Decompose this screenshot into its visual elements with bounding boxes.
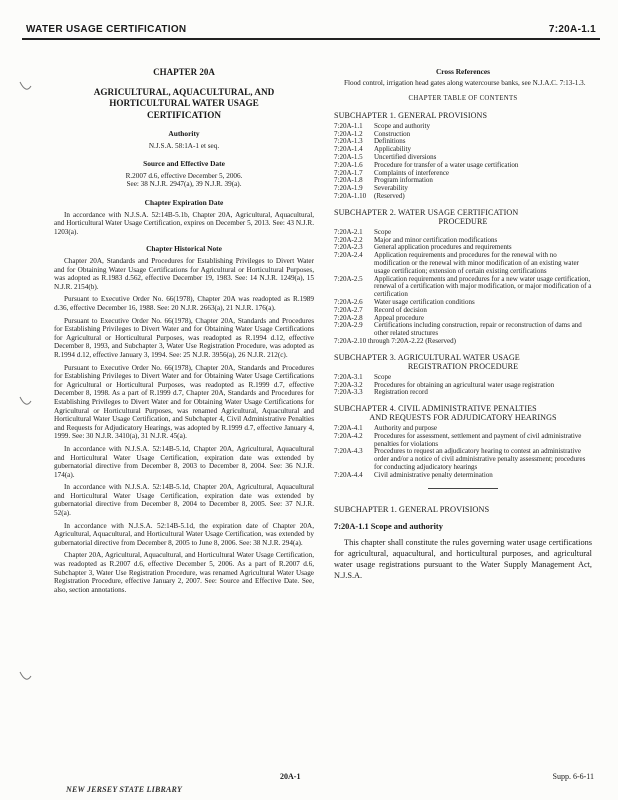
toc-entry [334,252,592,275]
history-heading: Chapter Historical Note [146,244,222,254]
punch-hole-mark [18,80,32,94]
chapter-title-line: AGRICULTURAL, AQUACULTURAL, AND [93,86,275,97]
source-heading: Source and Effective Date [143,159,225,169]
toc-entry-title: Procedures for assessment, settlement and payment of civil administrative penalties for violations [374,431,582,448]
toc-entry-number: 7:20A-1.4 [334,145,363,154]
toc-entry-number: 7:20A-1.8 [334,176,363,185]
toc-entry [334,389,592,397]
punch-hole-mark [18,395,32,409]
supplement-date: Supp. 6-6-11 [552,772,594,781]
toc-entry-number: 7:20A-2.7 [334,305,363,314]
toc-entry-number: 7:20A-1.5 [334,152,363,161]
toc-entry-title: Certifications including construction, repair or reconstruction of dams and other related structures [374,321,582,338]
header-section-number: 7:20A-1.1 [548,24,596,35]
toc-entry-title: Appeal procedure [374,313,424,322]
subchapter-3-list [334,374,592,397]
toc-entry-title: Procedure for transfer of a water usage certification [374,160,519,169]
body-subchapter-heading: SUBCHAPTER 1. GENERAL PROVISIONS [334,504,490,514]
subchapter-2-heading-line: SUBCHAPTER 2. WATER USAGE CERTIFICATION [334,207,519,217]
subchapter-3-heading-line: SUBCHAPTER 3. AGRICULTURAL WATER USAGE [334,352,520,362]
toc-entry-title: Water usage certification conditions [374,297,475,306]
toc-entry-number: 7:20A-2.3 [334,243,363,252]
toc-entry-title: Scope and authority [374,121,430,130]
left-column [54,64,314,598]
toc-entry-number: 7:20A-2.1 [334,227,363,236]
toc-entry-title: Complaints of interference [374,168,450,177]
toc-entry-number: 7:20A-1.7 [334,168,363,177]
subchapter-2-list [334,229,592,338]
toc-reserved-range: 7:20A-2.10 through 7:20A-2.22 (Reserved) [334,336,456,345]
toc-entry-title: Procedures for obtaining an agricultural water usage registration [374,380,555,389]
toc-entry-title: Application requirements and procedures for the renewal with no modification or the renewal with minor modification of an existing water usage certification; extension of certain existing certifications [374,251,579,275]
toc-entry-number: 7:20A-4.1 [334,424,363,433]
subchapter-4-heading [334,404,592,422]
toc-entry-number: 7:20A-1.1 [334,121,363,130]
expiration-heading: Chapter Expiration Date [144,198,224,208]
source-line: R.2007 d.6, effective December 5, 2006. [125,171,243,180]
toc-entry-title: (Reserved) [374,191,405,200]
toc-entry-title: Definitions [374,137,406,146]
toc-entry-number: 7:20A-1.10 [334,191,367,200]
toc-entry-number: 7:20A-4.4 [334,470,363,479]
authority-text: N.J.S.A. 58:1A-1 et seq. [148,141,220,150]
toc-entry-title: Severability [374,184,408,193]
toc-entry-number: 7:20A-2.2 [334,235,363,244]
subchapter-3-heading-line: REGISTRATION PROCEDURE [407,361,519,371]
section-body-text: This chapter shall constitute the rules governing water usage certifications for agricultural, aquacultural, and horticultural purposes, and agricultural water usage registrations pursuant to the Water Supply Management Act, N.J.S.A. [334,538,592,581]
toc-entry-number: 7:20A-3.1 [334,372,363,381]
cross-references-text: Flood control, irrigation head gates along watercourse banks, see N.J.A.C. 7:13-1.3. [344,78,586,87]
subchapter-4-heading-line: AND REQUESTS FOR ADJUDICATORY HEARINGS [369,413,557,423]
library-stamp: NEW JERSEY STATE LIBRARY [66,785,183,794]
subchapter-1-heading: SUBCHAPTER 1. GENERAL PROVISIONS [334,110,488,120]
toc-entry-title: General application procedures and requirements [374,243,512,252]
toc-entry [334,193,592,201]
toc-entry-number: 7:20A-4.2 [334,431,363,440]
chapter-title-line: HORTICULTURAL WATER USAGE [109,98,259,109]
chapter-title-line: CERTIFICATION [146,109,222,120]
toc-entry-title: Construction [374,129,411,138]
history-paragraph: Pursuant to Executive Order No. 66(1978), Chapter 20A, Standards and Procedures for Establishing Privileges to Divert Water and for Obtaining Water Usage Certifications for Agricultural or Horticultural Purposes, was readopted as R.1999 d.7, effective December 8, 1998. As a part of R.1999 d.7, Chapter 20A, Standards and Procedures for Establishing Privileges to Divert Water and for Obtaining Water Usage Certifications for Agricultural or Horticultural Purposes, was renamed Agricultural, Aquacultural and Horticultural Water Usage Certification, and Subchapter 4, Civil Administrative Penalties and Requests for Adjudicatory Hearings, was adopted by R.1999 d.7, effective January 4, 1999. See: 30 N.J.R. 3410(a), 31 N.J.R. 45(a). [54,363,314,441]
toc-entry-title: Application requirements and procedures for a new water usage certification, renewal of a certification with major modification, or major modification of a certification [374,274,592,299]
toc-entry [334,299,592,307]
toc-entry [334,138,592,146]
toc-entry-number: 7:20A-2.5 [334,274,363,283]
toc-entry-number: 7:20A-2.6 [334,297,363,306]
toc-entry-number: 7:20A-3.2 [334,380,363,389]
toc-entry [334,433,592,449]
toc-entry [334,170,592,178]
history-paragraph: In accordance with N.J.S.A. 52:14B-5.1d, the expiration date of Chapter 20A, Agricultural, Aquacultural, and Horticultural Water Usage Certification, was extended by gubernatorial directive from December 8, 2005 to June 8, 2006. See: 38 N.J.R. 294(a). [54,521,314,547]
toc-entry-number: 7:20A-1.2 [334,129,363,138]
toc-entry-title: Major and minor certification modifications [374,235,498,244]
subchapter-1-list [334,123,592,201]
history-paragraph: In accordance with N.J.S.A. 52:14B-5.1d, Chapter 20A, Agricultural, Aquacultural and Horticultural Water Usage Certification, expiration date was extended by gubernatorial directive from December 8, 2004 to December 8, 2005. See: 37 N.J.R. 52(a). [54,483,314,518]
header-title: WATER USAGE CERTIFICATION [26,24,187,35]
toc-entry [334,307,592,315]
authority-heading: Authority [168,129,200,139]
subchapter-4-heading-line: SUBCHAPTER 4. CIVIL ADMINISTRATIVE PENALTIES [334,404,537,414]
toc-entry [334,123,592,131]
history-paragraph: Chapter 20A, Standards and Procedures for Establishing Privileges to Divert Water and for Obtaining Water Usage Certifications for Agricultural or Horticultural Purposes, was adopted as R.1983 d.562, effective December 19, 1983. See: 14 N.J.R. 1249(a), 15 N.J.R. 2154(b). [54,257,314,291]
right-column [334,64,592,581]
toc-entry [334,382,592,390]
toc-entry-title: Record of decision [374,305,427,314]
table-of-contents-title: CHAPTER TABLE OF CONTENTS [408,95,518,103]
toc-entry-title: Uncertified diversions [374,152,437,161]
toc-entry-number: 7:20A-1.9 [334,184,363,193]
toc-entry [334,448,592,471]
history-paragraph: Pursuant to Executive Order No. 66(1978), Chapter 20A was readopted as R.1989 d.36, effective December 16, 1988. See: 20 N.J.R. 2663(a), 21 N.J.R. 176(a). [54,295,314,312]
toc-entry-number: 7:20A-4.3 [334,447,363,456]
running-header [22,20,600,40]
toc-entry-number: 7:20A-2.9 [334,321,363,330]
toc-entry-number: 7:20A-1.6 [334,160,363,169]
subchapter-2-heading-line: PROCEDURE [438,216,488,226]
toc-entry [334,177,592,185]
subchapter-2-heading [334,208,592,226]
toc-entry-title: Applicability [374,145,411,154]
history-paragraph: Pursuant to Executive Order No. 66(1978), Chapter 20A, Standards and Procedures for Establishing Privileges to Divert Water and for Obtaining Water Usage Certifications for Agricultural or Horticultural Purposes, was readopted as R.1994 d.12, effective December 8, 1993, and Subchapter 3, Water Use Registration Procedure, was adopted as R.1994 d.12, effective January 3, 1994. See: 25 N.J.R. 3956(a), 26 N.J.R. 212(c). [54,316,314,359]
section-divider [428,488,498,489]
toc-entry-title: Procedures to request an adjudicatory hearing to contest an administrative order and/or a notice of civil administrative penalty assessment; procedures for conducting adjudicatory hearings [374,447,586,472]
toc-entry-number: 7:20A-2.8 [334,313,363,322]
toc-entry [334,131,592,139]
toc-entry-number: 7:20A-2.4 [334,251,363,260]
toc-entry [334,322,592,338]
toc-entry [334,185,592,193]
toc-entry-title: Registration record [374,388,428,397]
page-number: 20A-1 [280,772,301,781]
toc-entry-number: 7:20A-1.3 [334,137,363,146]
toc-entry [334,276,592,299]
toc-entry-title: Authority and purpose [374,424,437,433]
toc-entry [334,146,592,154]
toc-entry-title: Scope [374,227,392,236]
toc-entry-title: Civil administrative penalty determination [374,470,493,479]
cross-references-heading: Cross References [435,67,491,76]
history-paragraph: In accordance with N.J.S.A. 52:14B-5.1d, Chapter 20A, Agricultural, Aquacultural and Horticultural Water Usage Certification, expiration date was extended by gubernatorial directive from December 8, 2003 to December 8, 2004. See: 36 N.J.R. 174(a). [54,444,314,479]
chapter-number: CHAPTER 20A [153,67,215,77]
toc-entry [334,162,592,170]
toc-entry [334,472,592,480]
punch-hole-mark [18,670,32,684]
subchapter-3-heading [334,353,592,371]
expiration-text: In accordance with N.J.S.A. 52:14B-5.1b, Chapter 20A, Agricultural, Aquacultural, and Horticultural Water Usage Certification, expires on December 5, 2013. See: 43 N.J.R. 1203(a). [54,210,314,236]
chapter-title [54,87,314,122]
toc-entry-title: Scope [374,372,392,381]
source-line: See: 38 N.J.R. 2947(a), 39 N.J.R. 39(a). [126,180,242,189]
toc-entry-title: Program information [374,176,433,185]
section-title: 7:20A-1.1 Scope and authority [334,521,443,531]
subchapter-4-list [334,425,592,480]
toc-entry-number: 7:20A-3.3 [334,388,363,397]
history-paragraph: Chapter 20A, Agricultural, Aquacultural, and Horticultural Water Usage Certification, was readopted as R.2007 d.6, effective December 5, 2006. As a part of R.2007 d.6, Subchapter 3, Water Use Registration Procedure, was renamed Agricultural Water Usage Registration Procedure, effective January 2, 2007. See: Source and Effective Date. See, also, section annotations. [54,551,314,594]
